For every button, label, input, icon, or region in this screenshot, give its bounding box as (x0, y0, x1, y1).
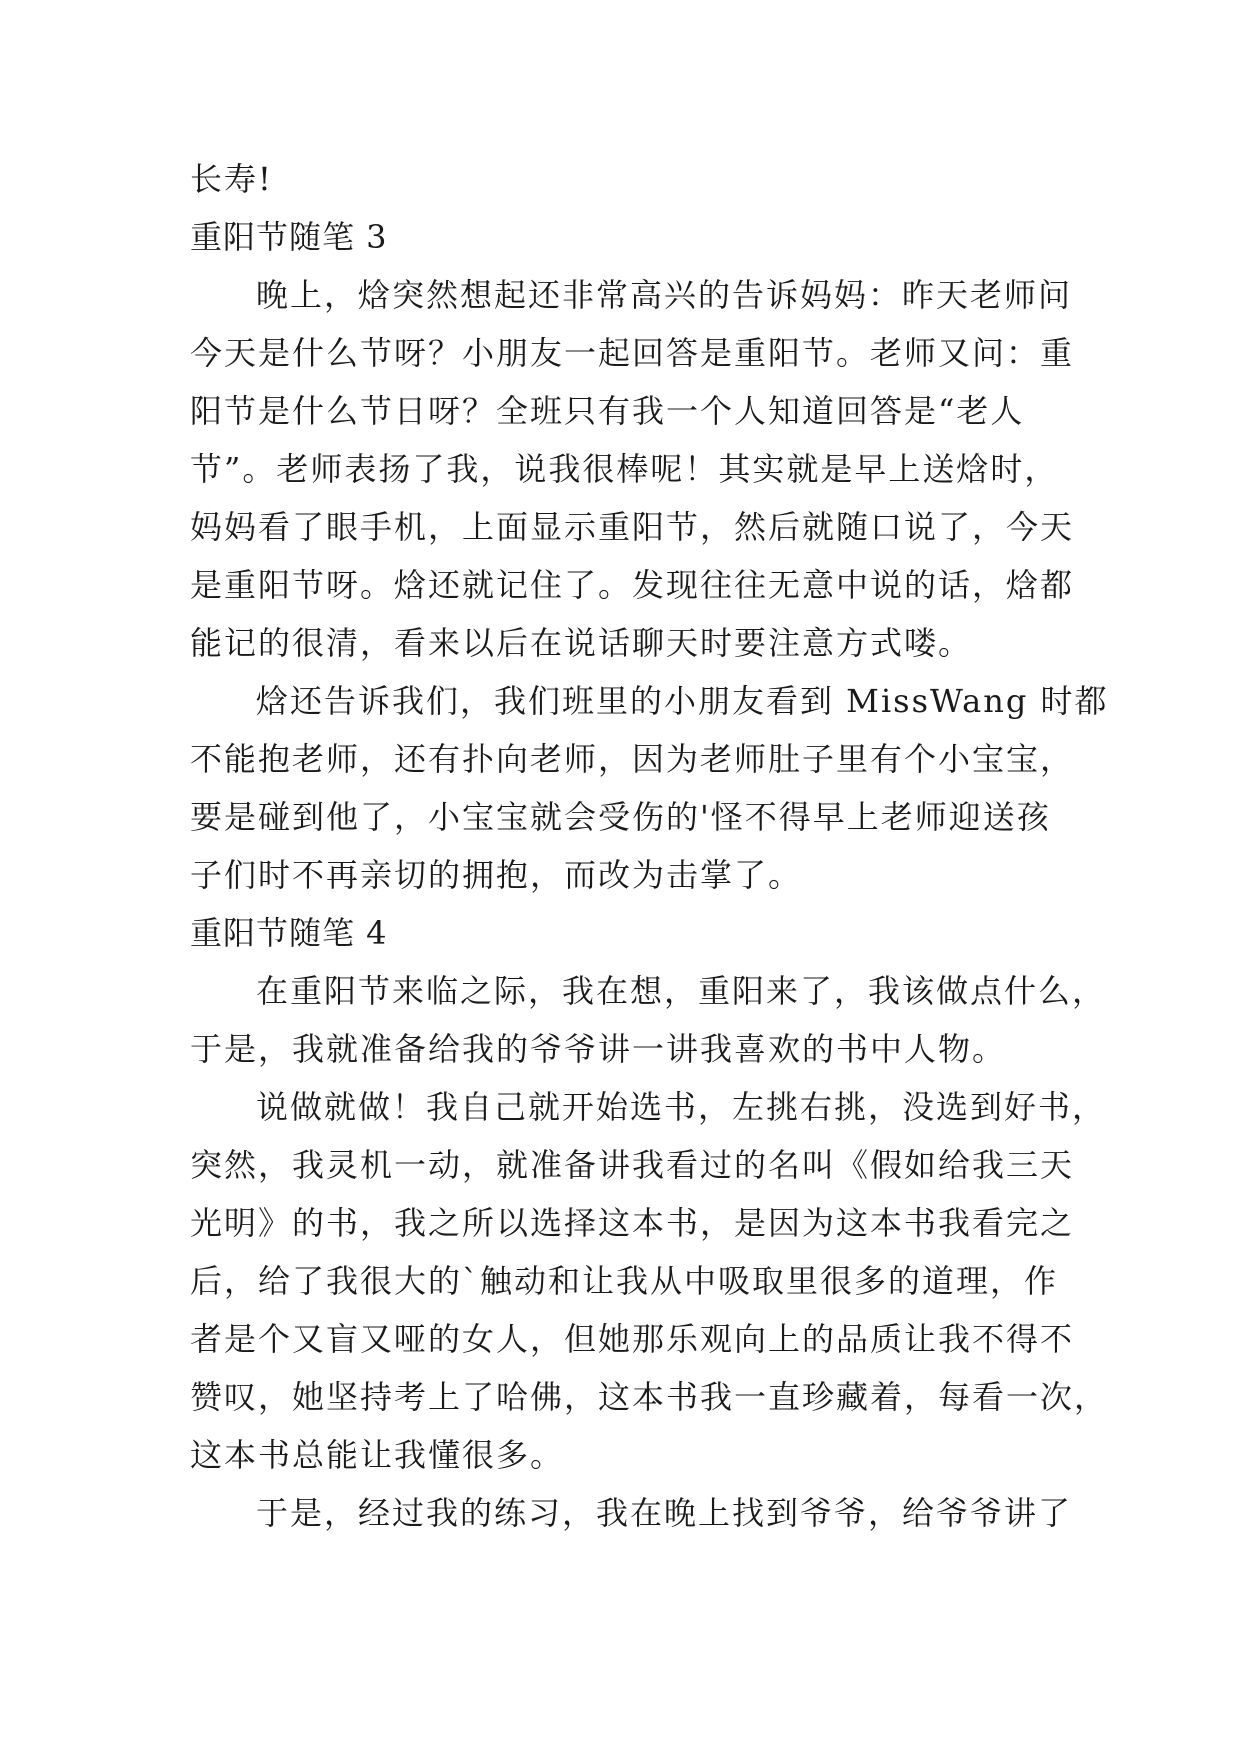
paragraph-line: 这本书总能让我懂很多。 (190, 1436, 565, 1474)
paragraph-line: 光明》的书，我之所以选择这本书，是因为这本书我看完之 (190, 1204, 1075, 1242)
paragraph-line: 不能抱老师，还有扑向老师，因为老师肚子里有个小宝宝， (190, 740, 1075, 778)
paragraph-line: 焓还告诉我们，我们班里的小朋友看到 MissWang 时都 (256, 682, 1109, 720)
section-4-paragraph-3 (190, 1484, 1073, 1542)
paragraph-line: 要是碰到他了，小宝宝就会受伤的'怪不得早上老师迎送孩 (190, 798, 1051, 836)
paragraph-line: 后，给了我很大的`触动和让我从中吸取里很多的道理，作 (190, 1262, 1059, 1300)
paragraph-line: 妈妈看了眼手机，上面显示重阳节，然后就随口说了，今天 (190, 508, 1075, 546)
paragraph-line: 突然，我灵机一动，就准备讲我看过的名叫《假如给我三天 (190, 1146, 1075, 1184)
paragraph-line: 于是，经过我的练习，我在晚上找到爷爷，给爷爷讲了 (256, 1494, 1073, 1532)
paragraph-line: 节”。老师表扬了我，说我很棒呢！其实就是早上送焓时， (190, 450, 1059, 488)
paragraph-line: 在重阳节来临之际，我在想，重阳来了，我该做点什么， (256, 972, 1107, 1010)
section-4-paragraph-2 (190, 1078, 1109, 1484)
paragraph-line: 阳节是什么节日呀？全班只有我一个人知道回答是“老人 (190, 392, 1025, 430)
paragraph-line: 子们时不再亲切的拥抱，而改为击掌了。 (190, 856, 803, 894)
section-3-paragraph-1 (190, 266, 1075, 672)
paragraph-line: 今天是什么节呀？小朋友一起回答是重阳节。老师又问：重 (190, 334, 1075, 372)
section-heading-3: 重阳节随笔 3 (190, 218, 388, 256)
document-page (190, 150, 1109, 1542)
paragraph-line: 者是个又盲又哑的女人，但她那乐观向上的品质让我不得不 (190, 1320, 1075, 1358)
paragraph-line: 能记的很清，看来以后在说话聊天时要注意方式喽。 (190, 624, 973, 662)
paragraph-line: 说做就做！我自己就开始选书，左挑右挑，没选到好书， (256, 1088, 1107, 1126)
paragraph-line: 于是，我就准备给我的爷爷讲一讲我喜欢的书中人物。 (190, 1030, 1007, 1068)
paragraph-line: 是重阳节呀。焓还就记住了。发现往往无意中说的话，焓都 (190, 566, 1075, 604)
section-heading-4: 重阳节随笔 4 (190, 914, 388, 952)
section-3-paragraph-2 (190, 672, 1109, 904)
paragraph-line: 晚上，焓突然想起还非常高兴的告诉妈妈：昨天老师问 (256, 276, 1073, 314)
section-4-paragraph-1 (190, 962, 1107, 1078)
paragraph-line: 赞叹，她坚持考上了哈佛，这本书我一直珍藏着，每看一次， (190, 1378, 1109, 1416)
opening-line: 长寿! (190, 160, 273, 198)
